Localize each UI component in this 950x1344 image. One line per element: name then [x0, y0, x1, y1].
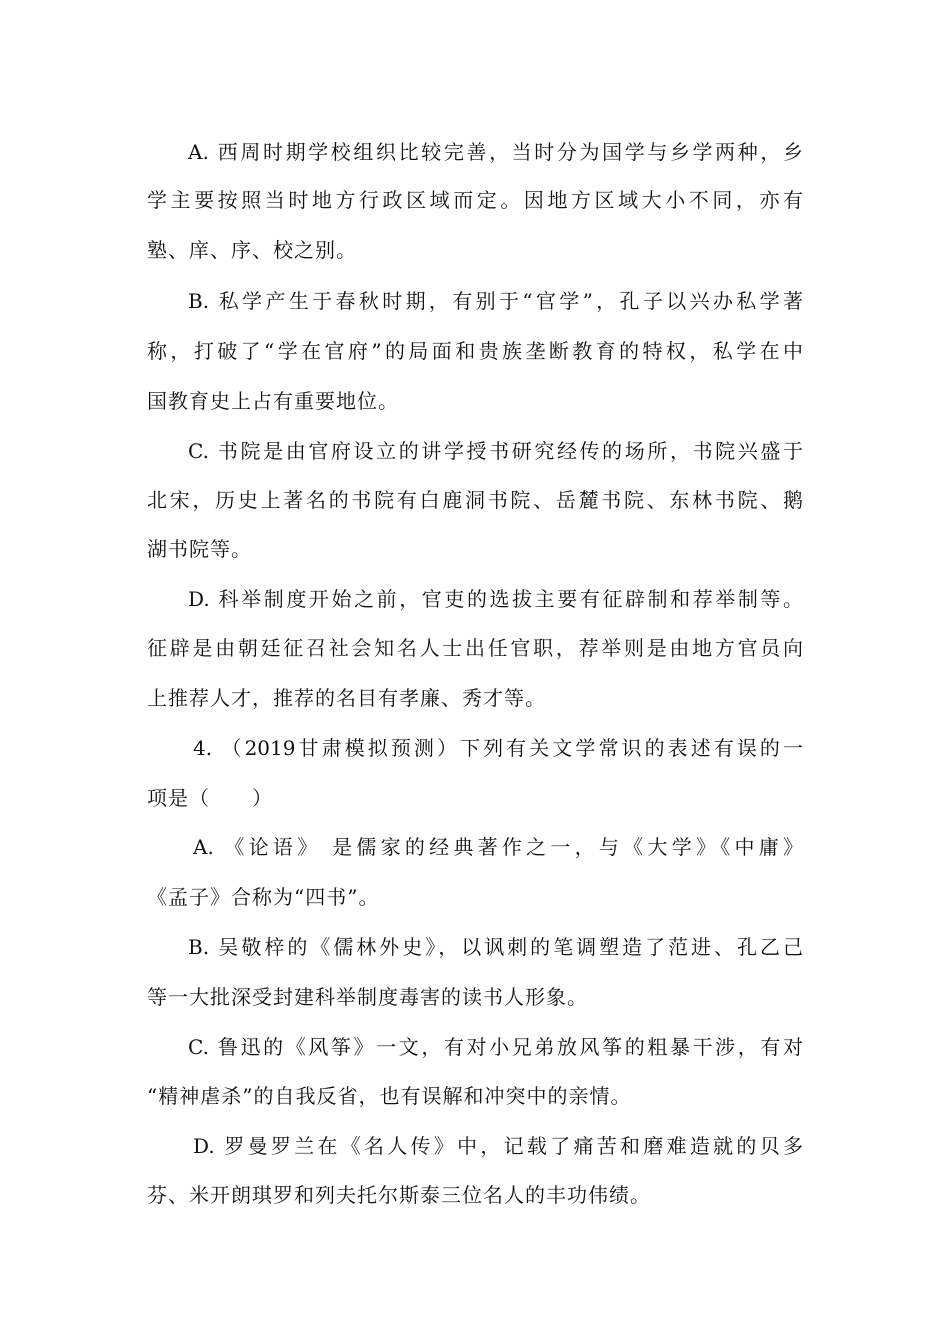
q4-option-b-line-1: B. 吴敬梓的《儒林外史》，以讽刺的笔调塑造了范进、孔乙己: [188, 935, 803, 959]
q4-stem-line-1: 4. （2019甘肃模拟预测）下列有关文学常识的表述有误的一: [193, 736, 803, 760]
q3-option-a-line-1: A. 西周时期学校组织比较完善，当时分为国学与乡学两种，乡: [188, 140, 803, 164]
q4-stem-line-2: 项是（ ）: [147, 786, 273, 810]
q3-option-b-line-1: B. 私学产生于春秋时期，有别于“官学”，孔子以兴办私学著: [188, 289, 803, 313]
q4-option-d-line-1: D. 罗曼罗兰在《名人传》中，记载了痛苦和磨难造就的贝多: [193, 1134, 803, 1158]
q4-option-c-line-1: C. 鲁迅的《风筝》一文，有对小兄弟放风筝的粗暴干涉，有对: [188, 1035, 803, 1059]
q3-option-c-line-3: 湖书院等。: [147, 537, 252, 561]
q3-option-b-line-3: 国教育史上占有重要地位。: [147, 389, 399, 413]
q4-option-b-line-2: 等一大批深受封建科举制度毒害的读书人形象。: [147, 985, 588, 1009]
q4-option-d-line-2: 芬、米开朗琪罗和列夫托尔斯泰三位名人的丰功伟绩。: [147, 1183, 651, 1207]
q4-option-a-line-1: A. 《论语》 是儒家的经典著作之一，与《大学》《中庸》: [193, 835, 803, 859]
q3-option-c-line-1: C. 书院是由官府设立的讲学授书研究经传的场所，书院兴盛于: [188, 439, 803, 463]
q3-option-a-line-3: 塾、庠、序、校之别。: [147, 238, 357, 262]
q3-option-d-line-1: D. 科举制度开始之前，官吏的选拔主要有征辟制和荐举制等。: [188, 587, 803, 611]
q3-option-d-line-2: 征辟是由朝廷征召社会知名人士出任官职，荐举则是由地方官员向: [147, 636, 803, 660]
q3-option-d-line-3: 上推荐人才，推荐的名目有孝廉、秀才等。: [147, 686, 546, 710]
q3-option-a-line-2: 学主要按照当时地方行政区域而定。因地方区域大小不同，亦有: [147, 188, 803, 212]
q4-option-a-line-2: 《孟子》合称为“四书”。: [147, 885, 380, 909]
q4-option-c-line-2: “精神虐杀”的自我反省，也有误解和冲突中的亲情。: [147, 1084, 632, 1108]
q3-option-b-line-2: 称，打破了“学在官府”的局面和贵族垄断教育的特权，私学在中: [147, 339, 803, 363]
q3-option-c-line-2: 北宋，历史上著名的书院有白鹿洞书院、岳麓书院、东林书院、鹅: [147, 488, 803, 512]
